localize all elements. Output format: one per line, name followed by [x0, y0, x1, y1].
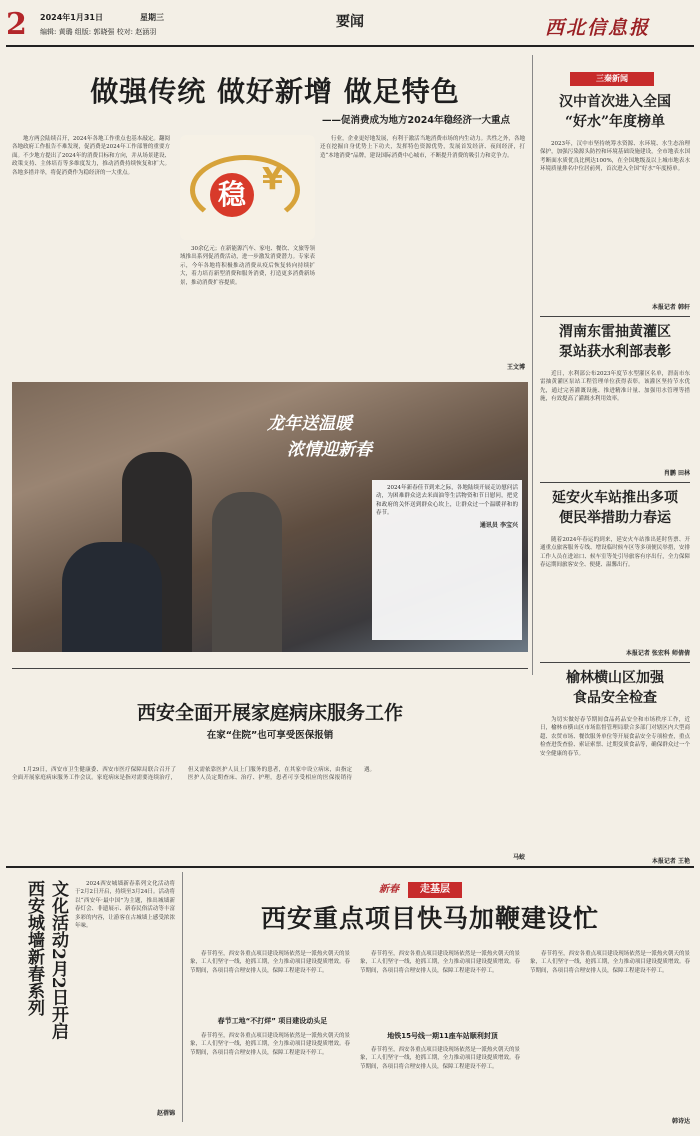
bottom-text-col5: [530, 950, 690, 1110]
sidebar-story2-title: 渭南东雷抽黄灌区 泵站获水利部表彰: [559, 324, 671, 360]
lead-text-col3: [320, 135, 525, 355]
column-divider: [532, 55, 533, 675]
mid-author: 马蛟: [512, 854, 525, 861]
yuan-icon: ¥: [262, 163, 283, 197]
section-name: 要闻: [336, 14, 364, 30]
tag-left: 新春: [379, 884, 399, 895]
sidebar-paragraph: 为切实做好春节期间食品药品安全和市场秩序工作，近日，榆林市横山区市场监督管理局联合多部门对辖区内大型商超、农贸市场、餐饮服务单位等开展食品安全专项检查，重点检查进货查验、索证索票、过期变质食品等，确保群众过一个安全健康的春节。: [540, 717, 690, 757]
tag-right: 走基层: [408, 882, 462, 898]
photo-overlay-line1: 龙年送温暖: [267, 414, 352, 434]
sidebar-label: 三秦新闻: [570, 72, 654, 86]
sidebar-paragraph: 近日，水利部公布2023年度节水型灌区名单，渭南市东雷抽黄灌区泵站工程管理单位获得表彰。该灌区坚持节水优先，通过完善灌溉设施、推进精准计量、加强用水管理等措施，有效提高了灌溉水利用效率。: [540, 371, 690, 403]
sidebar-story2-author: 肖鹏 田林: [663, 470, 690, 477]
culture-author: 赵蓓锦: [156, 1110, 175, 1117]
column-divider: [182, 872, 183, 1122]
bottom-paragraph: 春节将至，西安各重点项目建设现场依然是一派热火朝天的景象，工人们坚守一线，抢抓工期，全力推动项目建设提质增效。春节期间，各项目将合理安排人员，保障工程建设不停工。: [360, 951, 520, 974]
lead-subhead: ——促消费成为地方2024年稳经济一大重点: [322, 115, 510, 126]
mid-text: [12, 766, 528, 851]
page-number: 2: [6, 8, 27, 42]
photo-overlay-line2: 浓情迎新春: [287, 440, 372, 460]
bottom-author: 韩诗达: [671, 1118, 690, 1125]
lead-illustration: [180, 135, 315, 240]
sidebar-story4-text: [540, 716, 690, 856]
editor-credits: 编辑: 黄璐 组版: 郭晓强 校对: 赵涵羽: [40, 28, 157, 36]
header-rule: [6, 45, 694, 47]
bottom-subhead-2: 地铁15号线一期11座车站顺利封顶: [387, 1032, 498, 1040]
figure-visitor: [212, 492, 282, 652]
bottom-paragraph: 春节将至，西安各重点项目建设现场依然是一派热火朝天的景象，工人们坚守一线，抢抓工期，全力推动项目建设提质增效。春节期间，各项目将合理安排人员，保障工程建设不停工。: [190, 951, 350, 974]
bottom-text-col1: [190, 950, 350, 1010]
issue-date: 2024年1月31日: [40, 13, 103, 22]
sidebar-story1-title: 汉中首次进入全国 “好水”年度榜单: [559, 94, 671, 130]
stability-badge: 稳: [210, 173, 254, 217]
lead-text-col2: [180, 245, 315, 360]
sidebar-paragraph: 2023年，汉中市坚持统筹水资源、水环境、水生态治理保护，加强污染源头防控和环境基础设施建设，全市地表水国考断面水质优良比例达100%，在全国地级及以上城市地表水环境质量排名中位居前列，首次进入全国“好水”年度榜单。: [540, 141, 690, 173]
sidebar-paragraph: 随着2024年春运的到来，延安火车站推出延时售票、开通重点旅客服务专线、增设临时候车区等多项便民举措，安排工作人员在进站口、候车室等处引导旅客有序出行，全力保障春运期间旅客安全、便捷、温馨出行。: [540, 537, 690, 569]
lead-text-col1: [12, 135, 170, 360]
sidebar-story1-text: [540, 140, 690, 300]
photo-author: 通讯员 李宝兴: [479, 521, 518, 529]
lead-paragraph: 行业，企业更好地发展，有利于激活当地消费市场的内生动力。共性之外，各地还在挖掘自身优势上下功夫，发挥特色资源优势，发展首发经济、夜间经济，打造“本地消费”品牌，建设国际消费中心城市，不断提升消费的吸引力和竞争力。: [320, 136, 525, 159]
sidebar-story1-author: 本报记者 韩轩: [651, 304, 690, 311]
bottom-paragraph: 春节将至，西安各重点项目建设现场依然是一派热火朝天的景象，工人们坚守一线，抢抓工期，全力推动项目建设提质增效。春节期间，各项目将合理安排人员，保障工程建设不停工。: [360, 1047, 520, 1070]
sidebar-story3-text: [540, 536, 690, 646]
culture-text: [75, 880, 175, 1090]
figure-foreground: [62, 542, 162, 652]
news-photo: [12, 382, 528, 652]
weekday: 星期三: [140, 13, 164, 22]
bottom-paragraph: 春节将至，西安各重点项目建设现场依然是一派热火朝天的景象，工人们坚守一线，抢抓工期，全力推动项目建设提质增效。春节期间，各项目将合理安排人员，保障工程建设不停工。: [530, 951, 690, 974]
sidebar-divider: [540, 662, 690, 663]
bottom-text-col4: [360, 1046, 520, 1126]
bottom-paragraph: 春节将至，西安各重点项目建设现场依然是一派热火朝天的景象，工人们坚守一线，抢抓工期，全力推动项目建设提质增效。春节期间，各项目将合理安排人员，保障工程建设不停工。: [190, 1033, 350, 1056]
section-divider: [12, 668, 528, 669]
sidebar-story3-author: 本报记者 张宏科 师倩倩: [625, 650, 690, 657]
sidebar-story3-title: 延安火车站推出多项 便民举措助力春运: [552, 490, 678, 526]
sidebar-divider: [540, 316, 690, 317]
lead-headline: 做强传统 做好新增 做足特色: [90, 75, 460, 108]
bottom-text-col2: [190, 1032, 350, 1127]
section-divider: [6, 866, 694, 868]
bottom-text-col3: [360, 950, 520, 1025]
lead-paragraph: 30余亿元；在新能源汽车、家电、餐饮、文旅等领域推出系列促消费活动，进一步激发消费潜力。专家表示，今年各地将积极推动消费从疫后恢复转向持续扩大，着力培育新型消费和服务消费，打造更多消费新场景，推动消费扩容提质。: [180, 246, 315, 286]
lead-paragraph: 地方两会陆续召开，2024年各地工作重点也基本敲定。翻阅各地政府工作报告不难发现，促消费是2024年工作部署的重要方面。不少地方提出了2024年的消费目标和方向，并从场景建设、政策支持、主体培育等多维度发力，推动消费持续恢复和扩大。各地多措并举，将促消费作为稳经济的一大重点。: [12, 136, 170, 176]
lead-author: 王文博: [506, 364, 525, 371]
photo-caption: 2024年新春佳节到来之际，各地陆续开展走访慰问活动，为困难群众送去米面油等生活物资和节日慰问，把党和政府的关怀送到群众心坎上，让群众过一个温暖祥和的春节。: [376, 485, 518, 517]
bottom-subhead-1: 春节工地“不打烊” 项目建设动头足: [217, 1017, 328, 1025]
bottom-tag: [372, 882, 472, 898]
mid-paragraph: 1月29日，西安市卫生健康委、西安市医疗保障局联合召开了全面开展家庭病床服务工作会议。家庭病床是指对需要连续治疗，但又需依靠医护人员上门服务的患者，在其家中设立病床，由指定医护人员定期查床、治疗、护理，患者可享受相应的医保报销待遇。: [12, 767, 376, 782]
sidebar-divider: [540, 482, 690, 483]
culture-vertical-title: 文化活动2月2日开启 西安城墙新春系列: [24, 880, 68, 1040]
bottom-headline: 西安重点项目快马加鞭建设忙: [260, 904, 599, 933]
masthead: 西北信息报: [545, 17, 651, 39]
mid-headline: 西安全面开展家庭病床服务工作: [136, 702, 403, 724]
photo-caption-box: [372, 480, 522, 640]
sidebar-story4-title: 榆林横山区加强 食品安全检查: [566, 670, 664, 706]
culture-paragraph: 2024西安城墙新春系列文化活动将于2月2日开启，持续至3月24日。活动将以“西安年·最中国”为主题，推出城墙新春灯会、非遗展示、新春民俗活动等丰富多彩的内容，让游客在古城墙上感受浓浓年味。: [75, 881, 175, 930]
mid-subhead: 在家“住院”也可享受医保报销: [206, 730, 334, 741]
sidebar-story4-author: 本报记者 王艳: [651, 858, 690, 865]
